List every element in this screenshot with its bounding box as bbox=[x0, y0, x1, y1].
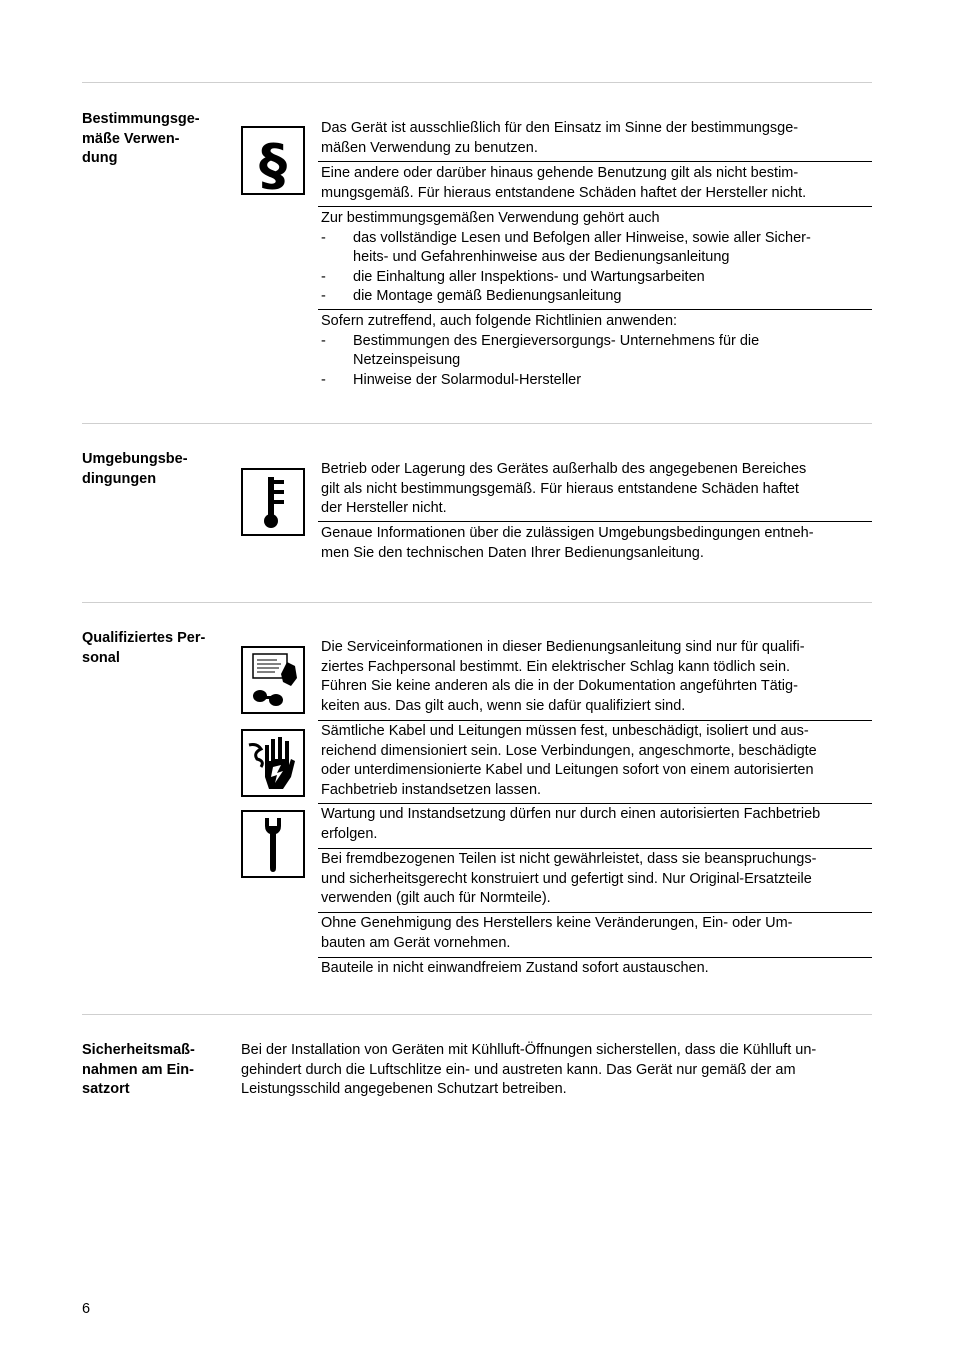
text-line: gilt als nicht bestimmungsgemäß. Für hieraus entstandene Schäden haftet bbox=[321, 480, 799, 497]
bullet-text: Hinweise der Solarmodul-Hersteller bbox=[353, 371, 582, 388]
title-line: satzort bbox=[82, 1081, 130, 1097]
text-line: Bauteile in nicht einwandfreiem Zustand sofort austauschen. bbox=[321, 960, 709, 976]
text-line: Ohne Genehmigung des Herstellers keine Veränderungen, Ein- oder Um- bbox=[321, 915, 793, 931]
paragraph-block bbox=[318, 521, 872, 563]
wrench-icon bbox=[241, 810, 305, 878]
bullet-text: das vollständige Lesen und Befolgen aller Hinweise, sowie aller Sicher- bbox=[353, 229, 811, 246]
text-line: Genaue Informationen über die zulässigen Umgebungsbedingungen entneh- bbox=[321, 525, 814, 541]
text-line: Eine andere oder darüber hinaus gehende Benutzung gilt als nicht bestim- bbox=[321, 165, 799, 181]
section-divider bbox=[82, 82, 872, 83]
text-line: Führen Sie keine anderen als die in der Dokumentation angeführten Tätig- bbox=[321, 678, 798, 694]
paragraph-block bbox=[318, 460, 872, 519]
text-line: bauten am Gerät vornehmen. bbox=[321, 934, 511, 951]
text-line: men Sie den technischen Daten Ihrer Bedienungsanleitung. bbox=[321, 544, 704, 561]
title-line: Sicherheitsmaß- bbox=[82, 1042, 195, 1058]
text-line: Sämtliche Kabel und Leitungen müssen fest, unbeschädigt, isoliert und aus- bbox=[321, 723, 809, 739]
title-line: Bestimmungsge- bbox=[82, 111, 200, 127]
text-line: Betrieb oder Lagerung des Gerätes außerhalb des angegebenen Bereiches bbox=[321, 461, 807, 477]
text-line: und sicherheitsgerecht konstruiert und gefertigt sind. Nur Original-Ersatzteile bbox=[321, 870, 812, 887]
text-line: Leistungsschild angegebenen Schutzart betreiben. bbox=[241, 1081, 567, 1097]
text-line: Sofern zutreffend, auch folgende Richtlinien anwenden: bbox=[321, 313, 678, 329]
text-line: Das Gerät ist ausschließlich für den Einsatz im Sinne der bestimmungsge- bbox=[321, 120, 799, 136]
paragraph-block bbox=[318, 206, 872, 307]
text-line: Wartung und Instandsetzung dürfen nur durch einen autorisierten Fachbetrieb bbox=[321, 806, 821, 822]
bullet-text: heits- und Gefahrenhinweise aus der Bedienungsanleitung bbox=[353, 249, 730, 265]
section-divider bbox=[82, 1014, 872, 1015]
section-title-bestimmung bbox=[82, 110, 227, 169]
text-line: Die Serviceinformationen in dieser Bedienungsanleitung sind nur für qualifi- bbox=[321, 639, 805, 655]
title-line: nahmen am Ein- bbox=[82, 1061, 194, 1078]
bullet-text: Netzeinspeisung bbox=[353, 352, 461, 368]
bullet-item: - Bestimmungen des Energieversorgungs- Unternehmens für die bbox=[321, 332, 760, 349]
text-line: mungsgemäß. Für hieraus entstandene Schäden haftet der Hersteller nicht. bbox=[321, 184, 807, 201]
section-title-personal bbox=[82, 629, 227, 668]
title-line: sonal bbox=[82, 649, 120, 666]
text-line: verwenden (gilt auch für Normteile). bbox=[321, 890, 551, 906]
paragraph-block bbox=[318, 803, 872, 844]
text-line: Bei fremdbezogenen Teilen ist nicht gewährleistet, dass sie beanspruchungs- bbox=[321, 851, 817, 867]
paragraph-block bbox=[318, 848, 872, 909]
thermometer-icon bbox=[241, 468, 305, 536]
title-line: dingungen bbox=[82, 470, 157, 487]
manual-reading-icon bbox=[241, 646, 305, 714]
bullet-item-continued bbox=[321, 248, 872, 268]
section-divider bbox=[82, 423, 872, 424]
text-line: der Hersteller nicht. bbox=[321, 500, 447, 516]
paragraph-icon bbox=[241, 126, 305, 195]
title-line: Qualifiziertes Per- bbox=[82, 630, 206, 646]
text-line: keiten aus. Das gilt auch, wenn sie dafür qualifiziert sind. bbox=[321, 697, 686, 714]
section-title-einsatzort bbox=[82, 1041, 227, 1100]
section-title-umgebung bbox=[82, 450, 227, 489]
text-line: oder unterdimensionierte Kabel und Leitungen sofort von einem autorisierten bbox=[321, 762, 814, 778]
text-line: reichend dimensioniert sein. Lose Verbindungen, angeschmorte, beschädigte bbox=[321, 742, 817, 759]
paragraph-block bbox=[318, 957, 872, 979]
bullet-text: die Montage gemäß Bedienungsanleitung bbox=[353, 288, 622, 304]
page-number: 6 bbox=[82, 1301, 91, 1317]
paragraph-block bbox=[318, 912, 872, 953]
text-line: Zur bestimmungsgemäßen Verwendung gehört auch bbox=[321, 210, 660, 226]
title-line: dung bbox=[82, 150, 118, 166]
text-line: mäßen Verwendung zu benutzen. bbox=[321, 139, 538, 156]
paragraph-block bbox=[318, 638, 872, 716]
paragraph-block bbox=[318, 161, 872, 203]
bullet-item: - Hinweise der Solarmodul-Hersteller bbox=[321, 371, 582, 388]
text-line: ziertes Fachpersonal bestimmt. Ein elektrischer Schlag kann tödlich sein. bbox=[321, 658, 791, 675]
text-line: gehindert durch die Luftschlitze ein- und austreten kann. Das Gerät nur gemäß der am bbox=[241, 1061, 796, 1078]
paragraph-block bbox=[241, 1041, 876, 1100]
paragraph-block bbox=[318, 309, 872, 390]
bullet-item: - das vollständige Lesen und Befolgen aller Hinweise, sowie aller Sicher- bbox=[321, 229, 811, 246]
bullet-text: Bestimmungen des Energieversorgungs- Unternehmens für die bbox=[353, 332, 760, 349]
text-line: Bei der Installation von Geräten mit Kühlluft-Öffnungen sicherstellen, dass die Kühlluft un- bbox=[241, 1042, 817, 1058]
paragraph-block bbox=[318, 119, 872, 158]
title-line: Umgebungsbe- bbox=[82, 451, 188, 467]
paragraph-block bbox=[318, 720, 872, 800]
bullet-item-continued bbox=[321, 351, 872, 371]
bullet-item: - die Einhaltung aller Inspektions- und Wartungsarbeiten bbox=[321, 268, 705, 285]
svg-text:§: § bbox=[259, 133, 287, 193]
electric-shock-hand-icon bbox=[241, 729, 305, 797]
text-line: Fachbetrieb instandsetzen lassen. bbox=[321, 781, 542, 798]
bullet-item: - die Montage gemäß Bedienungsanleitung bbox=[321, 288, 622, 304]
title-line: mäße Verwen- bbox=[82, 130, 180, 147]
text-line: erfolgen. bbox=[321, 825, 378, 842]
bullet-text: die Einhaltung aller Inspektions- und Wartungsarbeiten bbox=[353, 268, 705, 285]
section-divider bbox=[82, 602, 872, 603]
